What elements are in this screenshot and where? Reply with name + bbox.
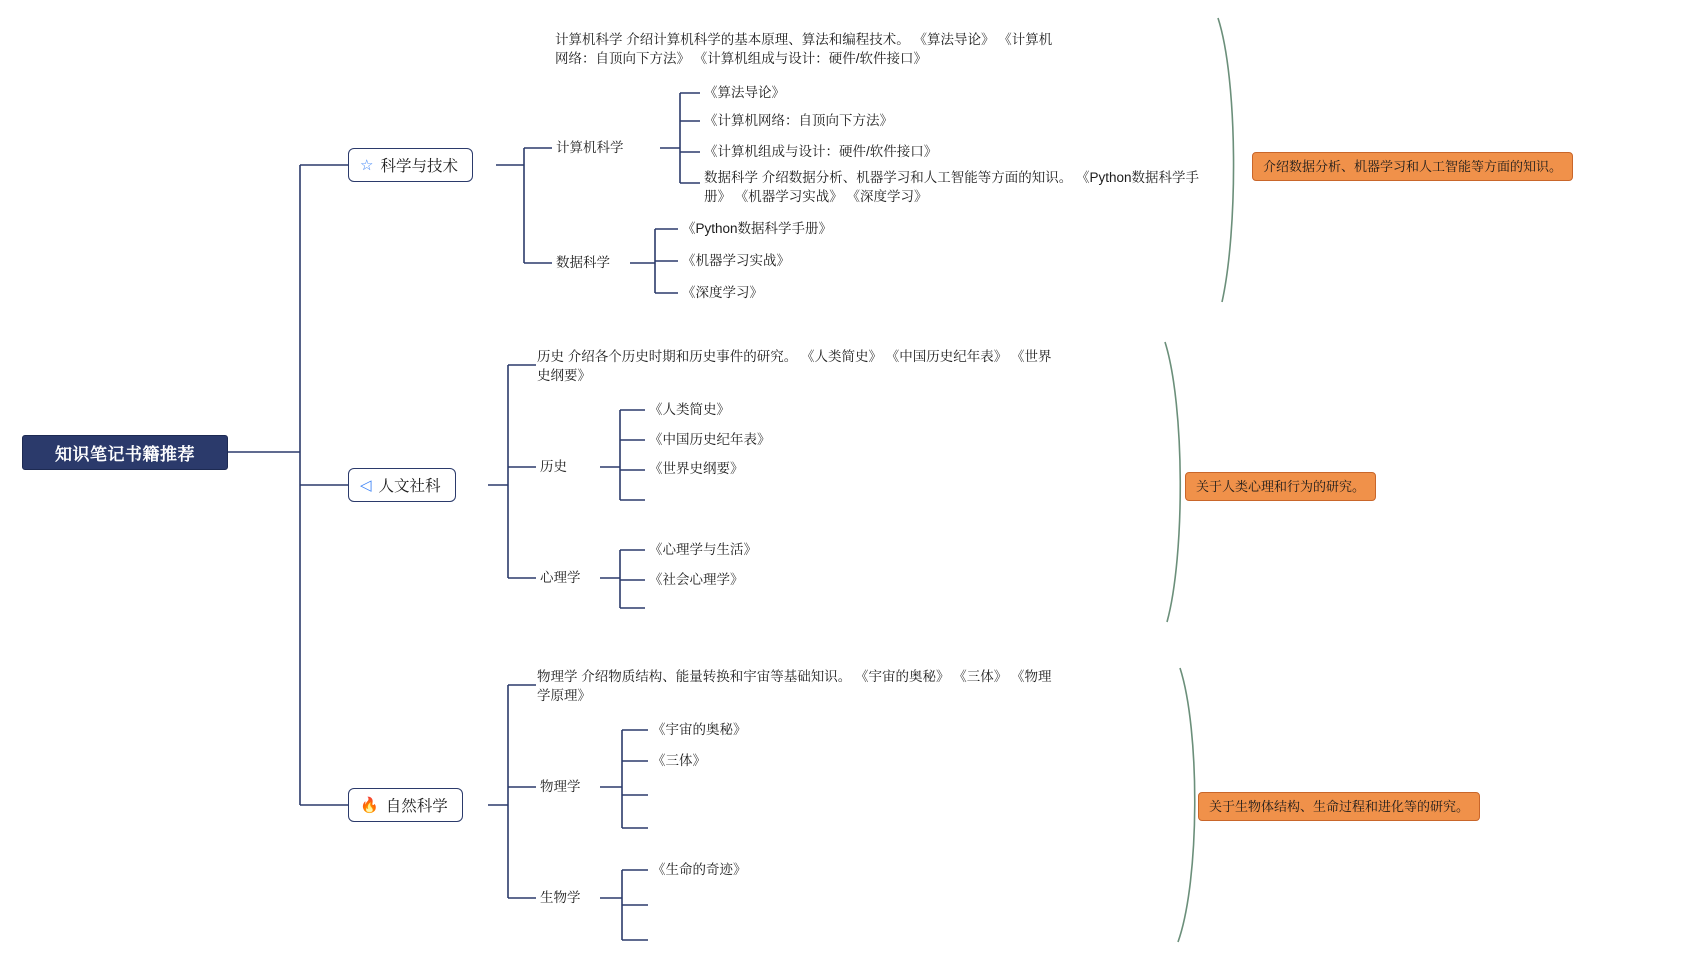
node-label: 历史: [540, 459, 567, 474]
summary-callout-humanities[interactable]: 关于人类心理和行为的研究。: [1185, 472, 1376, 501]
node-label: 生物学: [540, 890, 581, 905]
node-computer-science[interactable]: [556, 138, 624, 157]
leaf-item[interactable]: 《算法导论》: [704, 85, 785, 100]
node-description-physics: 物理学 介绍物质结构、能量转换和宇宙等基础知识。 《宇宙的奥秘》 《三体》 《物理学原理》: [537, 669, 1052, 703]
node-history[interactable]: [540, 457, 567, 476]
node-description-history: 历史 介绍各个历史时期和历史事件的研究。 《人类简史》 《中国历史纪年表》 《世界史纲要》: [537, 349, 1052, 383]
node-description-computer-science: 计算机科学 介绍计算机科学的基本原理、算法和编程技术。 《算法导论》 《计算机网络：自顶向下方法》 《计算机组成与设计：硬件/软件接口》: [555, 32, 1053, 66]
leaf-item[interactable]: 《机器学习实战》: [682, 253, 790, 268]
branch-node-humanities[interactable]: [348, 468, 456, 502]
leaf-item[interactable]: 《深度学习》: [682, 285, 763, 300]
summary-callout-natural-science[interactable]: 关于生物体结构、生命过程和进化等的研究。: [1198, 792, 1480, 821]
branch-node-natural-science[interactable]: [348, 788, 463, 822]
branch-label: 人文社科: [378, 478, 441, 495]
node-data-science[interactable]: [556, 253, 610, 272]
leaf-item[interactable]: 《计算机组成与设计：硬件/软件接口》: [704, 144, 938, 159]
fire-icon: 🔥: [360, 796, 379, 814]
leaf-item[interactable]: 《生命的奇迹》: [652, 862, 747, 877]
root-node[interactable]: [22, 435, 228, 470]
node-label: 物理学: [540, 779, 581, 794]
branch-label: 自然科学: [385, 798, 448, 815]
node-biology[interactable]: [540, 888, 581, 907]
leaf-item[interactable]: 《社会心理学》: [649, 572, 744, 587]
node-psychology[interactable]: [540, 568, 581, 587]
star-icon: ☆: [360, 156, 374, 174]
node-label: 计算机科学: [556, 140, 624, 155]
leaf-item[interactable]: 《心理学与生活》: [649, 542, 757, 557]
send-icon: ◁: [360, 476, 372, 494]
node-label: 数据科学: [556, 255, 610, 270]
node-label: 心理学: [540, 570, 581, 585]
leaf-item[interactable]: 《中国历史纪年表》: [649, 432, 771, 447]
leaf-item[interactable]: 《计算机网络：自顶向下方法》: [704, 113, 893, 128]
summary-callout-science-tech[interactable]: 介绍数据分析、机器学习和人工智能等方面的知识。: [1252, 152, 1573, 181]
branch-label: 科学与技术: [380, 158, 458, 175]
node-physics[interactable]: [540, 777, 581, 796]
leaf-item[interactable]: 《世界史纲要》: [649, 461, 744, 476]
leaf-item[interactable]: 《Python数据科学手册》: [682, 221, 833, 236]
root-node-label: 知识笔记书籍推荐: [55, 445, 195, 464]
leaf-item[interactable]: 《三体》: [652, 753, 706, 768]
leaf-item[interactable]: 《宇宙的奥秘》: [652, 722, 747, 737]
branch-node-science-tech[interactable]: [348, 148, 473, 182]
leaf-item[interactable]: 《人类简史》: [649, 402, 730, 417]
node-description-data-science: 数据科学 介绍数据分析、机器学习和人工智能等方面的知识。 《Python数据科学手册》 《机器学习实战》 《深度学习》: [704, 170, 1200, 204]
